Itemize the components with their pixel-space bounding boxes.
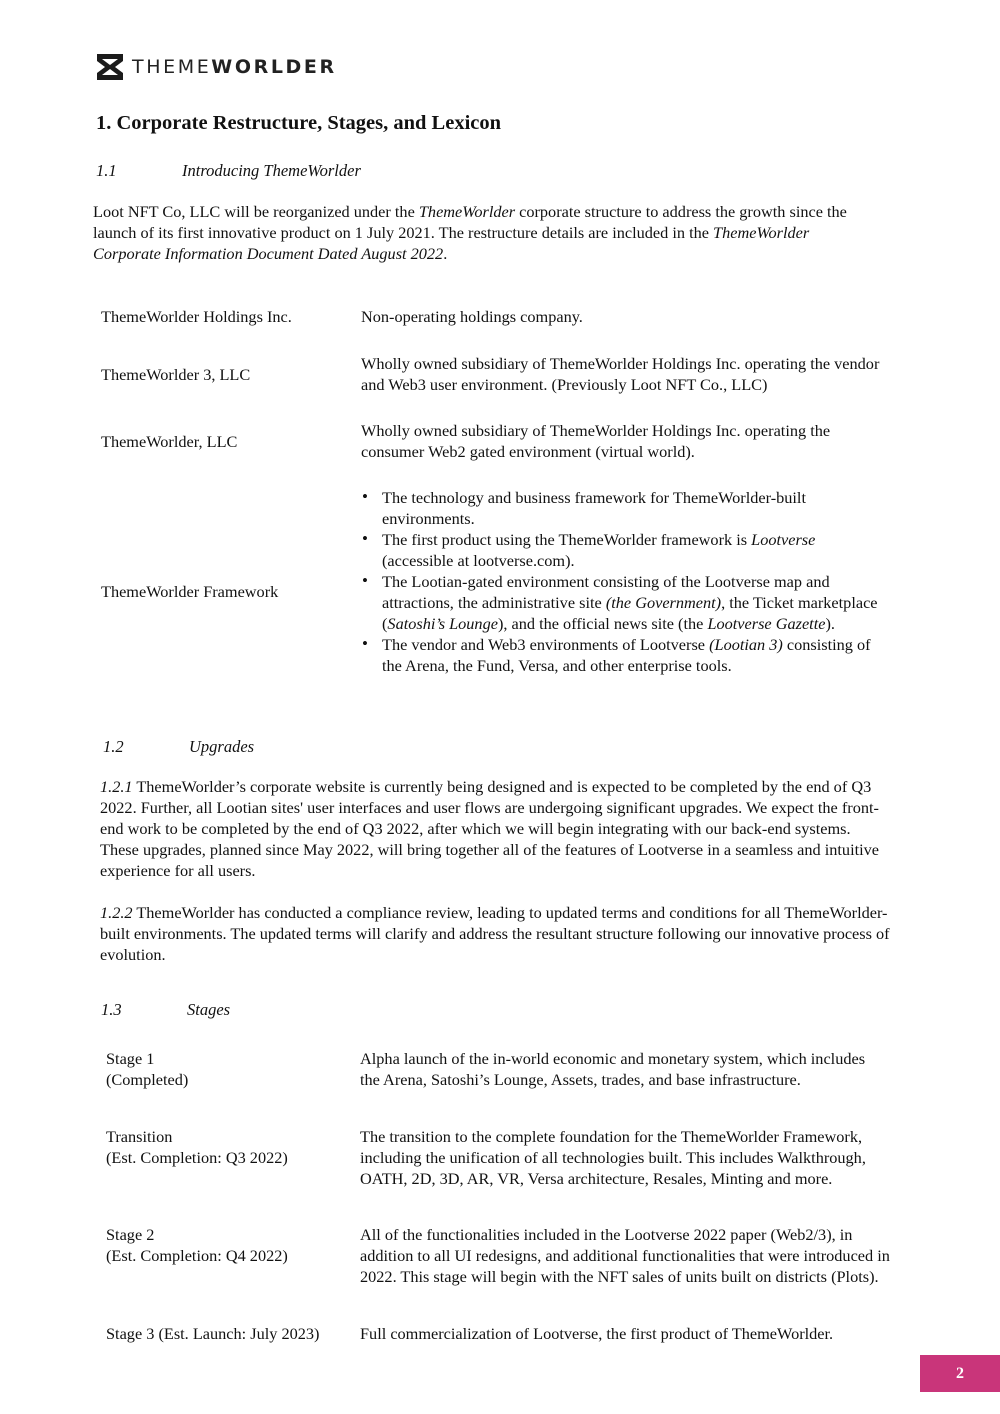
entity-name: ThemeWorlder Holdings Inc. [101, 307, 292, 326]
entity-desc: Non-operating holdings company. [361, 307, 583, 326]
brand-wordmark [132, 54, 337, 80]
wordmark-light: THEME [132, 56, 212, 78]
subsection-1-3-title: Stages [187, 1000, 231, 1019]
stage-desc: All of the functionalities included in the Lootverse 2022 paper (Web2/3), in addition to all UI redesigns, and additional functionalities that were introduced in 2022. This stage will begin with the NFT sales of units built on districts (Plots). [360, 1225, 890, 1286]
upgrades-paragraph-2: 1.2.2 ThemeWorlder has conducted a compliance review, leading to updated terms and conditions for all ThemeWorlder-built environments. The updated terms will clarify and address the resultant structure following our innovative process of evolution. [100, 903, 890, 964]
stage-name: Stage 3 (Est. Launch: July 2023) [106, 1324, 320, 1343]
wordmark-bold: WORLDER [211, 56, 337, 78]
list-item: • The vendor and Web3 environments of Lootverse (Lootian 3) consisting of the Arena, the Fund, Versa, and other enterprise tools. [361, 634, 881, 676]
subsection-1-1-number: 1.1 [96, 161, 117, 180]
stage-desc: Full commercialization of Lootverse, the first product of ThemeWorlder. [360, 1324, 834, 1343]
subsection-1-2-title: Upgrades [189, 737, 255, 756]
stage-desc: Alpha launch of the in-world economic and monetary system, which includes the Arena, Satoshi’s Lounge, Assets, trades, and base infrastructure. [360, 1049, 866, 1089]
stage-name: Transition (Est. Completion: Q3 2022) [106, 1127, 288, 1167]
stage-desc: The transition to the complete foundation for the ThemeWorlder Framework, including the unification of all technologies built. This includes Walkthrough, OATH, 2D, 3D, AR, VR, Versa architecture, Resales, Minting and more. [360, 1127, 866, 1188]
stage-name: Stage 1 (Completed) [106, 1049, 189, 1089]
intro-paragraph: Loot NFT Co, LLC will be reorganized under the ThemeWorlder corporate structure to address the growth since the launch of its first innovative product on 1 July 2021. The restructure details are included in the ThemeWorlder Corporate Information Document Dated August 2022. [93, 202, 847, 263]
section-heading: 1. Corporate Restructure, Stages, and Lexicon [96, 112, 502, 134]
brand-logo [96, 53, 337, 81]
subsection-1-1-title: Introducing ThemeWorlder [182, 161, 361, 180]
list-item: • The first product using the ThemeWorlder framework is Lootverse (accessible at lootverse.com). [361, 529, 881, 571]
entity-desc: Wholly owned subsidiary of ThemeWorlder Holdings Inc. operating the vendor and Web3 user environment. (Previously Loot NFT Co., LLC) [361, 354, 880, 394]
entity-name: ThemeWorlder 3, LLC [101, 365, 251, 384]
entity-desc: Wholly owned subsidiary of ThemeWorlder Holdings Inc. operating the consumer Web2 gated environment (virtual world). [361, 421, 831, 461]
upgrades-paragraph-1: 1.2.1 ThemeWorlder’s corporate website is currently being designed and is expected to be completed by the end of Q3 2022. Further, all Lootian sites' user interfaces and user flows are undergoing significant upgrades. We expect the front-end work to be completed by the end of Q3 2022, after which we will begin integrating with our back-end systems. These upgrades, planned since May 2022, will bring together all of the features of Lootverse in a seamless and intuitive experience for all users. [100, 777, 880, 880]
themeworlder-logo-icon [96, 53, 124, 81]
page-number: 2 [920, 1355, 1000, 1392]
entity-name: ThemeWorlder, LLC [101, 432, 238, 451]
list-item: • The Lootian-gated environment consisting of the Lootverse map and attractions, the administrative site (the Government), the Ticket marketplace (Satoshi’s Lounge), and the official news site (the Lootverse Gazette). [361, 571, 881, 634]
entity-name: ThemeWorlder Framework [101, 582, 279, 601]
subsection-1-2-number: 1.2 [103, 737, 124, 756]
list-item: • The technology and business framework for ThemeWorlder-built environments. [361, 487, 881, 529]
framework-bullet-list [361, 487, 881, 676]
stage-name: Stage 2 (Est. Completion: Q4 2022) [106, 1225, 288, 1265]
subsection-1-3-number: 1.3 [101, 1000, 122, 1019]
